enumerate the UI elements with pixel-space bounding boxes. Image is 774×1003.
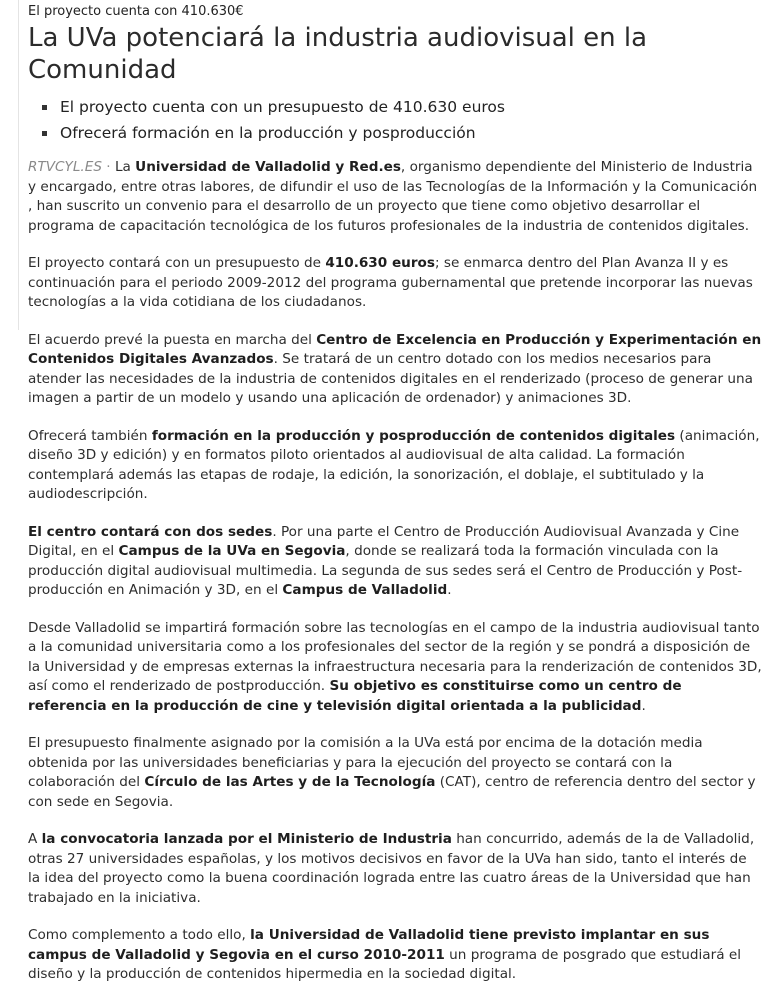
bold-text-run: Centro de Excelencia en Producción y Experimentación en Contenidos Digitales Avanzados (28, 331, 762, 367)
article-body (28, 158, 762, 985)
article-paragraph (28, 523, 762, 601)
article-kicker: El proyecto cuenta con 410.630€ (28, 4, 244, 19)
text-run: (animación, diseño 3D y edición) y en formatos piloto orientados al audiovisual de alta calidad. La formación contemplará además las etapas de rodaje, la edición, la sonorización, el doblaje, el subtitulado y la audiodescripción. (28, 427, 760, 502)
bold-text-run: Círculo de las Artes y de la Tecnología (144, 774, 436, 790)
text-run: El presupuesto finalmente asignado por la comisión a la UVa está por encima de la dotación media obtenida por las universidades beneficiarias y para la ejecución del proyecto se contará con la colaboración del (28, 735, 703, 790)
text-run: (CAT), centro de referencia dentro del sector y con sede en Segovia. (28, 774, 756, 810)
text-run: . (641, 697, 646, 714)
article-highlights-list (28, 94, 762, 146)
bold-text-run: Universidad de Valladolid y Red.es (135, 159, 401, 175)
highlight-item (42, 120, 762, 146)
text-run: , organismo dependiente del Ministerio de Industria y encargado, entre otras labores, de difundir el uso de las Tecnologías de la Información y la Comunicación , han suscrito un convenio para el desarrollo de un proyecto que tiene como objetivo desarrollar el programa de capacitación tecnológica de los futuros profesionales de la industria de contenidos digitales. (28, 159, 758, 234)
highlight-text: Ofrecerá formación en la producción y posproducción (60, 124, 476, 142)
bold-text-run: formación en la producción y posproducción de contenidos digitales (151, 427, 676, 444)
article-paragraph (28, 254, 762, 313)
highlight-text: El proyecto cuenta con un presupuesto de 410.630 euros (60, 98, 505, 116)
source-label: RTVCYL.ES (28, 159, 102, 175)
bold-text-run: Campus de Valladolid (282, 582, 448, 598)
text-run: Ofrecerá también (28, 427, 152, 444)
article-paragraph (28, 734, 762, 812)
article-headline: La UVa potenciará la industria audiovisual en la Comunidad (28, 23, 648, 85)
article-paragraph (28, 158, 762, 236)
text-run: . (447, 582, 452, 598)
left-border-rule (18, 0, 19, 330)
bold-text-run: 410.630 euros (325, 255, 435, 271)
article-paragraph (28, 619, 762, 717)
text-run: Desde Valladolid se impartirá formación sobre las tecnologías en el campo de la industria audiovisual tanto a la comunidad universitaria como a los profesionales del sector de la región y se pondrá a disposición de la Universidad y de empresas externas la infraestructura necesaria para la renderización de contenidos 3D, así como el renderizado de postproducción. (28, 619, 762, 694)
text-run: . Se tratará de un centro dotado con los medios necesarios para atender las necesidades de la industria de contenidos digitales en el renderizado (proceso de generar una imagen a partir de un modelo y usando una aplicación de ordenador) y animaciones 3D. (28, 351, 753, 406)
source-separator: · (101, 159, 115, 175)
text-run: un programa de posgrado que estudiará el diseño y la producción de contenidos hipermedia en la sociedad digital. (28, 946, 742, 982)
bold-text-run: Su objetivo es constituirse como un centro de referencia en la producción de cine y televisión digital orientada a la publicidad (28, 678, 682, 714)
text-run: ; se enmarca dentro del Plan Avanza II y es continuación para el periodo 2009-2012 del programa gubernamental que pretende incorporar las nuevas tecnologías a la vida cotidiana de los ciudadanos. (28, 255, 753, 310)
article-paragraph (28, 926, 762, 985)
square-bullet-icon (42, 105, 47, 110)
highlight-item (42, 94, 762, 120)
bold-text-run: El centro contará con dos sedes (28, 523, 273, 540)
bold-text-run: la convocatoria lanzada por el Ministerio de Industria (41, 831, 452, 847)
text-run: . Por una parte el Centro de Producción Audiovisual Avanzada y Cine Digital, en el (28, 523, 740, 559)
text-run: El proyecto contará con un presupuesto de (28, 255, 326, 271)
news-article (28, 4, 762, 1003)
article-paragraph (28, 830, 762, 908)
bold-text-run: Campus de la UVa en Segovia (118, 543, 346, 559)
text-run: Como complemento a todo ello, (28, 927, 251, 943)
text-run: han concurrido, además de la de Valladolid, otras 27 universidades españolas, y los motivos decisivos en favor de la UVa han sido, tanto el interés de la idea del proyecto como la buena coordinación lograda entre las cuatro áreas de la Universidad que han trabajado en la iniciativa. (28, 831, 755, 906)
text-run: , donde se realizará toda la formación vinculada con la producción digital audiovisual multimedia. La segunda de sus sedes será el Centro de Producción y Post-producción en Animación y 3D, en el (28, 543, 743, 598)
square-bullet-icon (42, 131, 47, 136)
bold-text-run: la Universidad de Valladolid tiene previsto implantar en sus campus de Valladolid y Segovia en el curso 2010-2011 (28, 927, 710, 963)
text-run: A (28, 831, 42, 847)
article-paragraph (28, 331, 762, 409)
text-run: La (114, 159, 136, 175)
article-paragraph (28, 427, 762, 505)
text-run: El acuerdo prevé la puesta en marcha del (28, 331, 317, 348)
